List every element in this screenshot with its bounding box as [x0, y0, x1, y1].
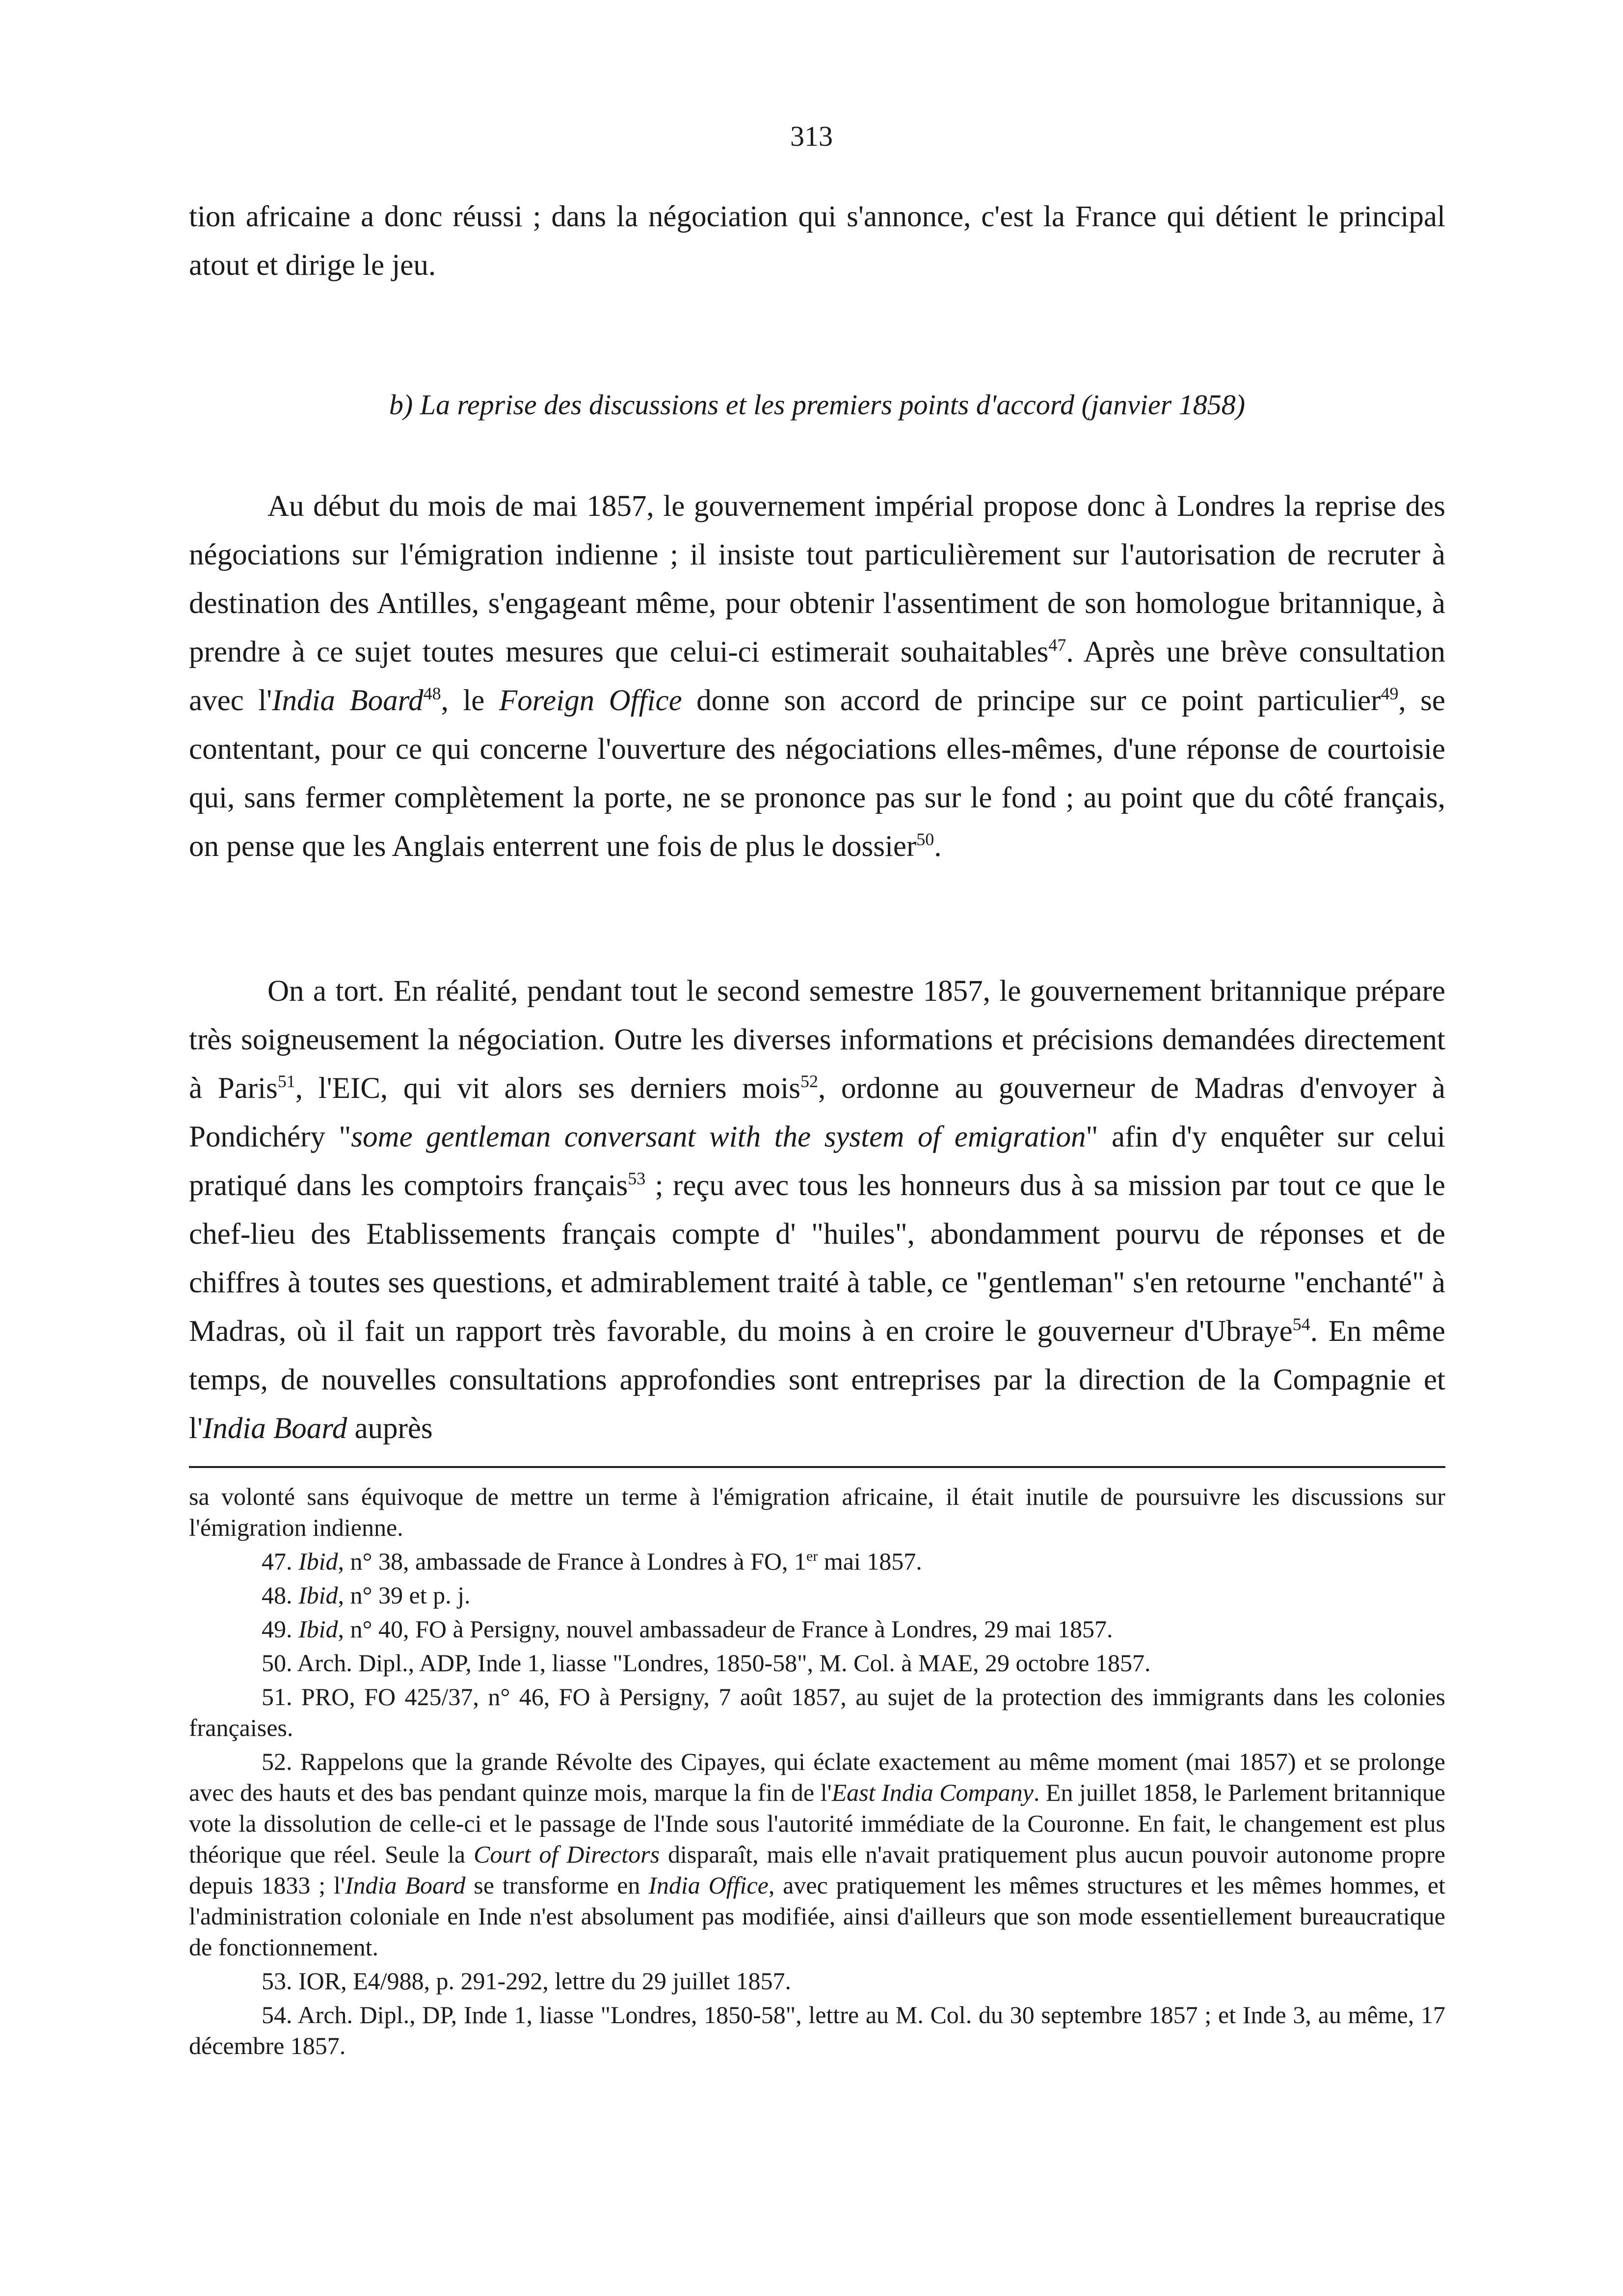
footnote: 48. Ibid, n° 39 et p. j. — [262, 1581, 471, 1609]
footnote: 50. Arch. Dipl., ADP, Inde 1, liasse "Londres, 1850-58", M. Col. à MAE, 29 octobre 1857. — [262, 1649, 1151, 1677]
italic-text: India Board — [202, 1412, 347, 1445]
footnote: 51. PRO, FO 425/37, n° 46, FO à Persigny, 7 août 1857, au sujet de la protection des immigrants dans les colonies françaises. — [189, 1683, 1445, 1741]
italic-text: Ibid — [298, 1548, 338, 1575]
footnote: sa volonté sans équivoque de mettre un terme à l'émigration africaine, il était inutile de poursuivre les discussions sur l'émigration indienne. — [189, 1483, 1445, 1541]
footnote: 49. Ibid, n° 40, FO à Persigny, nouvel ambassadeur de France à Londres, 29 mai 1857. — [262, 1615, 1113, 1643]
footnote-ref: 47 — [1048, 635, 1066, 655]
footnote: 53. IOR, E4/988, p. 291-292, lettre du 29 juillet 1857. — [262, 1967, 792, 1995]
italic-text: some gentleman conversant with the system of emigration — [351, 1121, 1086, 1153]
footnote-ref: 54 — [1292, 1314, 1310, 1334]
italic-text: India Board — [272, 684, 424, 717]
footnote-ref: 50 — [916, 829, 934, 849]
italic-text: India Office — [648, 1871, 769, 1899]
footnote-ref: 48 — [423, 684, 441, 703]
italic-text: Ibid — [298, 1615, 338, 1643]
italic-text: East India Company — [831, 1779, 1034, 1806]
italic-text: Foreign Office — [499, 684, 682, 717]
footnote-ref: 49 — [1381, 684, 1399, 703]
italic-text: Court of Directors — [473, 1841, 660, 1868]
paragraph-2: On a tort. En réalité, pendant tout le second semestre 1857, le gouvernement britannique prépare très soigneusement la négociation. Outre les diverses informations et précisions demandées directement à Paris$^{51}$, l'EIC, qui vit alors ses derniers mois$^{52}$, ordonne au gouverneur de Madras d'envoyer à Pondichéry "some gentleman conversant with the system of emigration" afin d'y enquêter sur celui pratiqué dans les comptoirs français$^{53}$ ; reçu avec tous les honneurs dus à sa mission par tout ce que le chef-lieu des Etablissements français compte d' "huiles", abondamment pourvu de réponses et de chiffres à toutes ses questions, et admirablement traité à table, ce "gentleman" s'en retourne "enchanté" à Madras, où il fait un rapport très favorable, du moins à en croire le gouverneur d'Ubraye$^{54}$. En même temps, de nouvelles consultations approfondies sont entreprises par la direction de la Compagnie et l'India Board auprès — [189, 975, 1445, 1445]
paragraph-continued: tion africaine a donc réussi ; dans la négociation qui s'annonce, c'est la France qui détient le principal atout et dirige le jeu. — [189, 200, 1445, 282]
footnote: 54. Arch. Dipl., DP, Inde 1, liasse "Londres, 1850-58", lettre au M. Col. du 30 septembre 1857 ; et Inde 3, au même, 17 décembre 1857. — [189, 2001, 1445, 2059]
page-number: 313 — [790, 120, 833, 152]
italic-text: India Board — [345, 1871, 466, 1899]
footnote-ref: er — [806, 1548, 818, 1564]
footnote-ref: 52 — [800, 1071, 818, 1091]
italic-text: Ibid — [298, 1581, 338, 1609]
paragraph-1: Au début du mois de mai 1857, le gouvernement impérial propose donc à Londres la reprise des négociations sur l'émigration indienne ; il insiste tout particulièrement sur l'autorisation de recruter à destination des Antilles, s'engageant même, pour obtenir l'assentiment de son homologue britannique, à prendre à ce sujet toutes mesures que celui-ci estimerait souhaitables$^{47}$. Après une brève consultation avec l'India Board$^{48}$, le Foreign Office donne son accord de principe sur ce point particulier$^{49}$, se contentant, pour ce qui concerne l'ouverture des négociations elles-mêmes, d'une réponse de courtoisie qui, sans fermer complètement la porte, ne se prononce pas sur le fond ; au point que du côté français, on pense que les Anglais enterrent une fois de plus le dossier$^{50}$. — [189, 490, 1446, 863]
footnote-ref: 53 — [628, 1169, 646, 1188]
footnote-ref: 51 — [277, 1071, 295, 1091]
footnotes — [189, 1481, 1445, 2061]
footnote: 52. Rappelons que la grande Révolte des Cipayes, qui éclate exactement au même moment (mai 1857) et se prolonge avec des hauts et des bas pendant quinze mois, marque la fin de l'East India Company. En juillet 1858, le Parlement britannique vote la dissolution de celle-ci et le passage de l'Inde sous l'autorité immédiate de la Couronne. En fait, le changement est plus théorique que réel. Seule la Court of Directors disparaît, mais elle n'avait pratiquement plus aucun pouvoir autonome propre depuis 1833 ; l'India Board se transforme en India Office, avec pratiquement les mêmes structures et les mêmes hommes, et l'administration coloniale en Inde n'est absolument pas modifiée, ainsi d'ailleurs que son mode essentiellement bureaucratique de fonctionnement. — [189, 1748, 1446, 1961]
footnote-separator — [189, 1466, 1445, 1468]
footnote: 47. Ibid, n° 38, ambassade de France à Londres à FO, 1er mai 1857. — [262, 1548, 922, 1575]
section-heading: b) La reprise des discussions et les premiers points d'accord (janvier 1858) — [389, 389, 1246, 421]
